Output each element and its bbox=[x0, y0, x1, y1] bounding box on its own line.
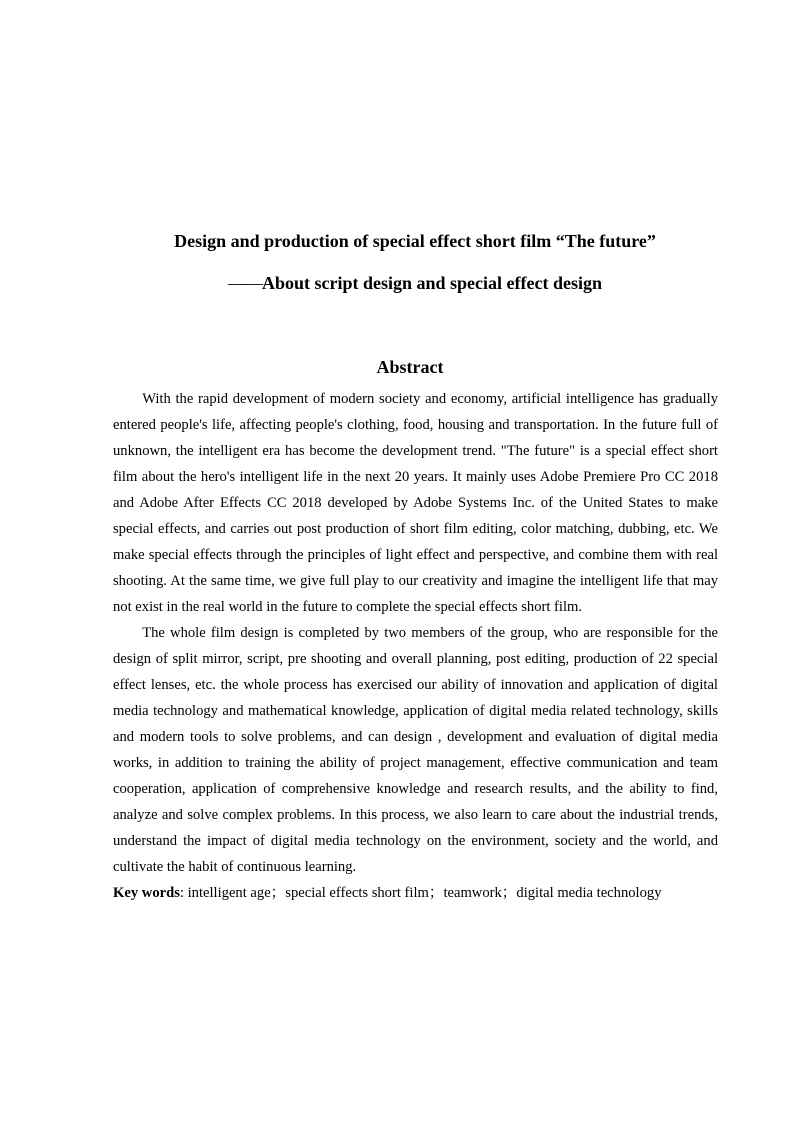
subtitle-dash: —— bbox=[227, 273, 262, 293]
document-subtitle bbox=[0, 272, 793, 294]
abstract-paragraph-2: The whole film design is completed by two members of the group, who are responsible for the design of split mirror, script, pre shooting and overall planning, post editing, production of 22 special effect lenses, etc. the whole process has exercised our ability of innovation and application of digital media technology and mathematical knowledge, application of digital media related technology, skills and modern tools to solve problems, and can design , development and evaluation of digital media works, in addition to training the ability of project management, effective communication and team cooperation, application of comprehensive knowledge and research results, and the ability to find, analyze and solve complex problems. In this process, we also learn to care about the industrial trends, understand the impact of digital media technology on the environment, society and the world, and cultivate the habit of continuous learning. bbox=[113, 625, 718, 875]
subtitle-text: About script design and special effect design bbox=[261, 273, 602, 293]
abstract-body bbox=[113, 386, 718, 906]
keywords-list: : intelligent age；special effects short film；teamwork；digital media technology bbox=[179, 885, 662, 901]
abstract-paragraph-1: With the rapid development of modern society and economy, artificial intelligence has gradually entered people's life, affecting people's clothing, food, housing and transportation. In the future full of unknown, the intelligent era has become the development trend. "The future" is a special effect short film about the hero's intelligent life in the next 20 years. It mainly uses Adobe Premiere Pro CC 2018 and Adobe After Effects CC 2018 developed by Adobe Systems Inc. of the United States to make special effects, and carries out post production of short film editing, color matching, dubbing, etc. We make special effects through the principles of light effect and perspective, and combine them with real shooting. At the same time, we give full play to our creativity and imagine the intelligent life that may not exist in the real world in the future to complete the special effects short film. bbox=[113, 391, 718, 615]
keywords-label: Key words bbox=[113, 885, 180, 901]
keywords-line bbox=[113, 880, 718, 906]
document-title: Design and production of special effect short film “The future” bbox=[174, 231, 656, 251]
abstract-heading: Abstract bbox=[376, 357, 444, 377]
